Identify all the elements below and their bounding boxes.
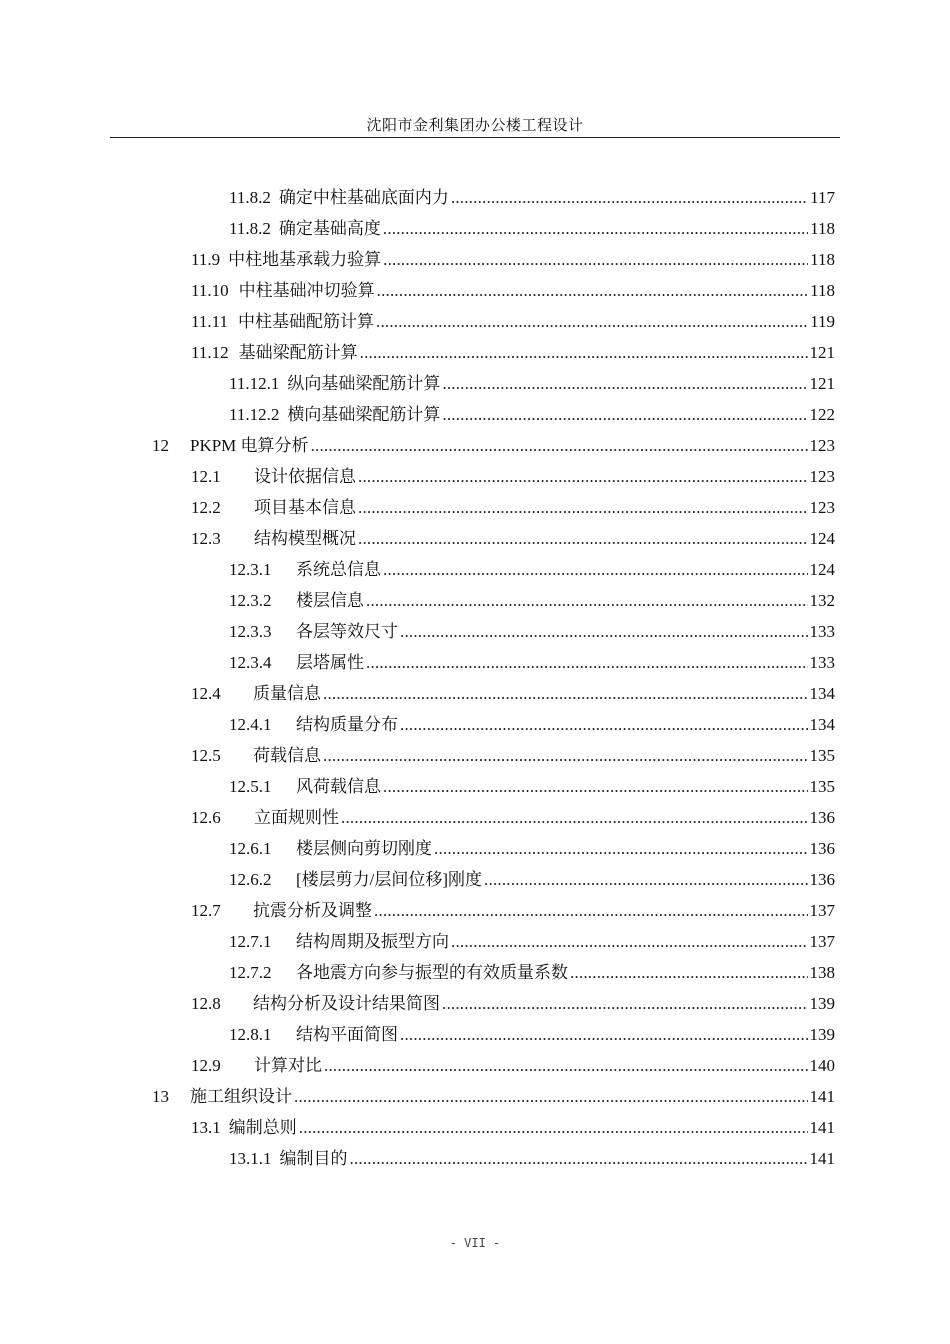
toc-entry[interactable]	[229, 186, 835, 210]
toc-entry[interactable]	[229, 961, 835, 985]
toc-entry-number: 12.4.1	[229, 715, 272, 734]
toc-entry[interactable]	[191, 527, 835, 551]
toc-entry-title: 结构平面简图	[296, 1025, 398, 1044]
dot-leader	[442, 372, 807, 396]
toc-entry[interactable]	[229, 372, 835, 396]
toc-entry-title: 施工组织设计	[190, 1087, 292, 1106]
toc-entry-title: 确定基础高度	[278, 219, 381, 238]
toc-entry[interactable]	[191, 310, 835, 334]
dot-leader	[294, 1085, 808, 1109]
dot-leader	[451, 186, 808, 210]
toc-entry-number: 13.1.1	[229, 1149, 272, 1168]
toc-entry-title: 各地震方向参与振型的有效质量系数	[296, 963, 568, 982]
toc-entry-number: 12.7	[191, 901, 221, 920]
toc-entry-title: 计算对比	[254, 1056, 322, 1075]
toc-entry-title: 质量信息	[253, 684, 321, 703]
toc-entry-number: 12.2	[191, 498, 221, 517]
toc-entry-title: 楼层侧向剪切刚度	[296, 839, 432, 858]
toc-entry-number: 12	[152, 436, 169, 455]
dot-leader	[383, 558, 808, 582]
dot-leader	[311, 434, 808, 458]
toc-entry-title: 项目基本信息	[254, 498, 356, 517]
toc-entry-number: 13.1	[191, 1118, 221, 1137]
toc-entry-number: 12.6.1	[229, 839, 272, 858]
toc-entry-number: 12.3	[191, 529, 221, 548]
toc-entry-number: 12.6	[191, 808, 221, 827]
toc-entry-page: 134	[809, 684, 835, 703]
toc-entry-title: 结构模型概况	[254, 529, 356, 548]
toc-entry[interactable]	[191, 992, 835, 1016]
toc-entry-page: 135	[809, 777, 835, 796]
toc-entry-title: 结构质量分布	[296, 715, 398, 734]
dot-leader	[383, 775, 808, 799]
toc-entry-page: 124	[809, 529, 835, 548]
toc-entry-number: 11.8.2	[229, 219, 271, 238]
dot-leader	[324, 1054, 808, 1078]
toc-entry-number: 12.5.1	[229, 777, 272, 796]
toc-entry-title: 纵向基础梁配筋计算	[287, 374, 441, 393]
dot-leader	[374, 899, 808, 923]
toc-entry[interactable]	[191, 341, 835, 365]
dot-leader	[358, 465, 808, 489]
toc-entry-page: 118	[810, 281, 835, 300]
toc-entry-title: 横向基础梁配筋计算	[287, 405, 441, 424]
toc-entry-title: 结构分析及设计结果简图	[253, 994, 440, 1013]
toc-entry-title: 立面规则性	[254, 808, 339, 827]
page-number-footer: - VII -	[449, 1236, 501, 1250]
dot-leader	[442, 403, 807, 427]
toc-entry-page: 122	[809, 405, 835, 424]
toc-entry-title: PKPM 电算分析	[190, 436, 309, 455]
toc-entry-number: 13	[152, 1087, 169, 1106]
toc-entry-page: 123	[809, 498, 835, 517]
toc-entry-page: 136	[809, 870, 835, 889]
toc-entry-page: 118	[810, 219, 835, 238]
toc-entry-number: 11.12.1	[229, 374, 280, 393]
dot-leader	[484, 868, 807, 892]
toc-entry[interactable]	[229, 558, 835, 582]
dot-leader	[570, 961, 808, 985]
toc-entry[interactable]	[229, 868, 835, 892]
toc-entry[interactable]	[229, 775, 835, 799]
dot-leader	[358, 527, 808, 551]
toc-entry-page: 139	[809, 994, 835, 1013]
toc-entry-page: 118	[810, 250, 835, 269]
dot-leader	[341, 806, 808, 830]
header-divider	[110, 137, 840, 138]
toc-entry-title: 设计依据信息	[254, 467, 356, 486]
toc-entry-number: 11.12	[191, 343, 229, 362]
toc-entry-title: 系统总信息	[296, 560, 381, 579]
toc-entry[interactable]	[229, 930, 835, 954]
toc-entry-title: 基础梁配筋计算	[238, 343, 358, 362]
toc-entry-number: 11.11	[191, 312, 228, 331]
dot-leader	[323, 744, 808, 768]
toc-entry-page: 137	[809, 901, 835, 920]
toc-entry-page: 135	[809, 746, 835, 765]
toc-entry-page: 136	[809, 839, 835, 858]
toc-entry-number: 12.5	[191, 746, 221, 765]
toc-entry-number: 12.7.2	[229, 963, 272, 982]
toc-entry-number: 12.8.1	[229, 1025, 272, 1044]
dot-leader	[299, 1116, 808, 1140]
dot-leader	[434, 837, 808, 861]
toc-entry-number: 12.3.2	[229, 591, 272, 610]
dot-leader	[366, 589, 808, 613]
toc-entry-title: 抗震分析及调整	[253, 901, 372, 920]
dot-leader	[383, 217, 808, 241]
toc-entry-page: 133	[809, 653, 835, 672]
toc-entry[interactable]	[229, 1023, 835, 1047]
toc-entry-number: 12.6.2	[229, 870, 272, 889]
toc-entry-title: 中柱基础配筋计算	[238, 312, 374, 331]
toc-entry-page: 134	[809, 715, 835, 734]
toc-entry[interactable]	[191, 248, 835, 272]
toc-entry-page: 141	[809, 1149, 835, 1168]
toc-entry-title: 楼层信息	[296, 591, 364, 610]
toc-entry-page: 141	[809, 1087, 835, 1106]
toc-entry-title: 层塔属性	[296, 653, 364, 672]
toc-entry[interactable]	[152, 1085, 835, 1109]
toc-entry-number: 12.3.3	[229, 622, 272, 641]
toc-entry-number: 12.8	[191, 994, 221, 1013]
dot-leader	[400, 713, 808, 737]
toc-entry[interactable]	[191, 899, 835, 923]
toc-entry[interactable]	[191, 682, 835, 706]
dot-leader	[323, 682, 808, 706]
toc-entry-title: 确定中柱基础底面内力	[278, 188, 449, 207]
toc-entry-number: 11.12.2	[229, 405, 280, 424]
toc-entry[interactable]	[229, 651, 835, 675]
toc-entry-number: 11.8.2	[229, 188, 271, 207]
dot-leader	[400, 620, 808, 644]
toc-entry-title: [楼层剪力/层间位移]刚度	[296, 870, 483, 889]
toc-entry[interactable]	[191, 465, 835, 489]
toc-entry[interactable]	[229, 713, 835, 737]
toc-entry-number: 12.9	[191, 1056, 221, 1075]
toc-entry[interactable]	[229, 403, 835, 427]
dot-leader	[376, 310, 808, 334]
toc-entry[interactable]	[191, 279, 835, 303]
toc-entry[interactable]	[191, 744, 835, 768]
toc-entry-page: 136	[809, 808, 835, 827]
toc-entry-title: 荷载信息	[253, 746, 321, 765]
toc-entry[interactable]	[229, 837, 835, 861]
dot-leader	[442, 992, 808, 1016]
toc-entry-number: 12.7.1	[229, 932, 272, 951]
toc-entry-page: 133	[809, 622, 835, 641]
toc-entry[interactable]	[229, 1147, 835, 1171]
toc-entry-number: 11.10	[191, 281, 229, 300]
toc-entry-page: 121	[809, 343, 835, 362]
toc-entry[interactable]	[191, 1116, 835, 1140]
toc-entry[interactable]	[229, 217, 835, 241]
toc-entry-page: 138	[809, 963, 835, 982]
toc-entry-page: 121	[809, 374, 835, 393]
toc-entry-title: 各层等效尺寸	[296, 622, 398, 641]
toc-entry[interactable]	[229, 620, 835, 644]
dot-leader	[360, 341, 808, 365]
toc-entry-page: 124	[809, 560, 835, 579]
toc-entry-title: 结构周期及振型方向	[296, 932, 449, 951]
dot-leader	[358, 496, 808, 520]
toc-entry-title: 编制目的	[279, 1149, 348, 1168]
toc-entry[interactable]	[229, 589, 835, 613]
toc-entry-number: 12.3.1	[229, 560, 272, 579]
toc-entry-page: 140	[809, 1056, 835, 1075]
toc-entry-page: 117	[810, 188, 835, 207]
toc-entry[interactable]	[152, 434, 835, 458]
toc-entry-page: 119	[810, 312, 835, 331]
toc-entry-number: 12.4	[191, 684, 221, 703]
toc-entry-title: 中柱基础冲切验算	[238, 281, 375, 300]
toc-entry-page: 141	[809, 1118, 835, 1137]
toc-entry-page: 132	[809, 591, 835, 610]
dot-leader	[383, 248, 808, 272]
toc-entry-page: 139	[809, 1025, 835, 1044]
toc-entry-title: 风荷载信息	[296, 777, 381, 796]
toc-entry[interactable]	[191, 496, 835, 520]
toc-entry-title: 中柱地基承载力验算	[228, 250, 382, 269]
toc-entry-page: 137	[809, 932, 835, 951]
dot-leader	[451, 930, 808, 954]
toc-entry[interactable]	[191, 1054, 835, 1078]
dot-leader	[400, 1023, 808, 1047]
dot-leader	[350, 1147, 808, 1171]
dot-leader	[366, 651, 808, 675]
toc-entry-number: 12.3.4	[229, 653, 272, 672]
dot-leader	[377, 279, 809, 303]
toc-entry-number: 12.1	[191, 467, 221, 486]
toc-entry-number: 11.9	[191, 250, 221, 269]
toc-entry-title: 编制总则	[228, 1118, 297, 1137]
toc-entry[interactable]	[191, 806, 835, 830]
running-header: 沈阳市金利集团办公楼工程设计	[366, 118, 584, 134]
toc-entry-page: 123	[809, 436, 835, 455]
toc-entry-page: 123	[809, 467, 835, 486]
